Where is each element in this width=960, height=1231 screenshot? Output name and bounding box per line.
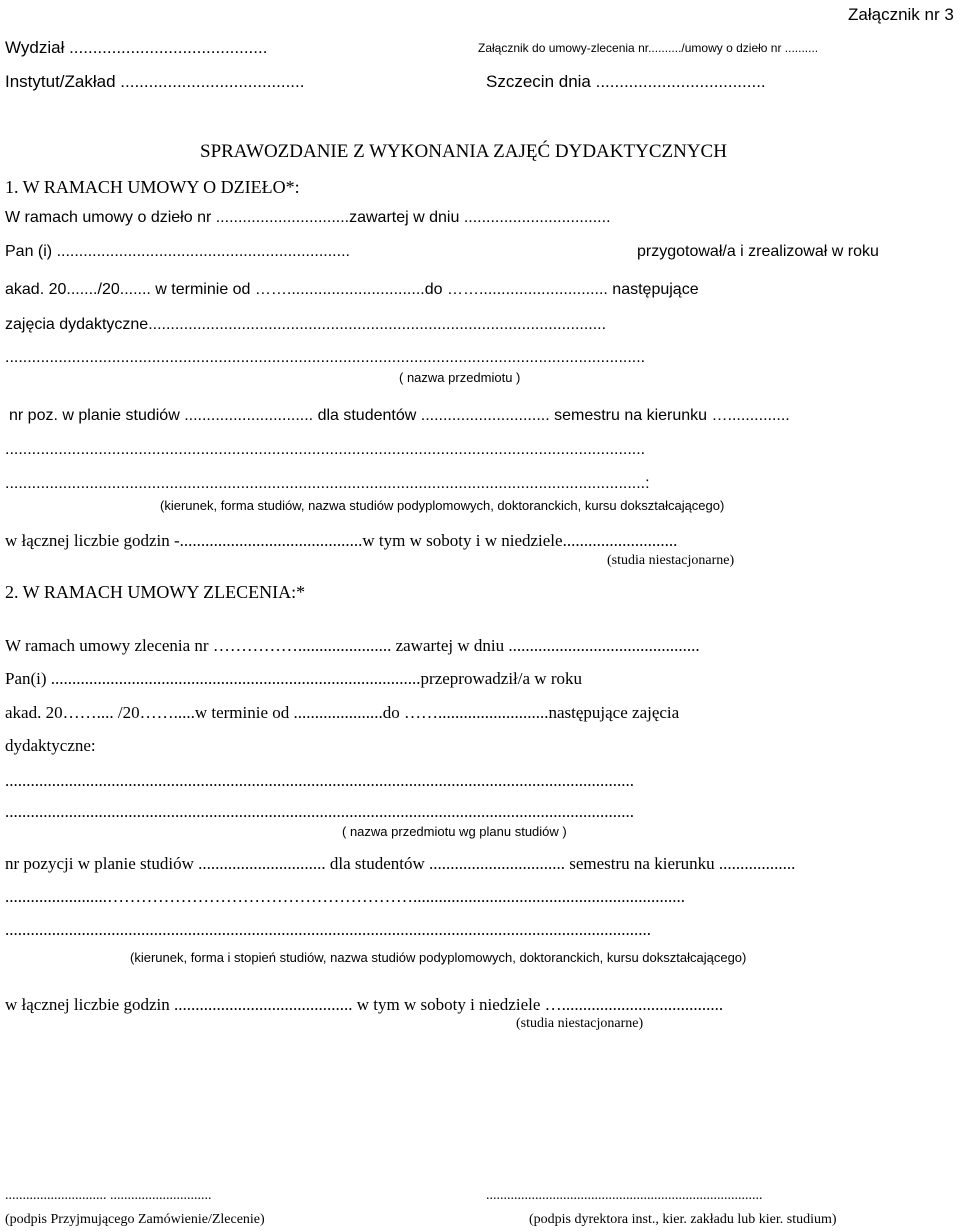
contract-reference: Załącznik do umowy-zlecenia nr........../umowy o dzieło nr .......... [478,41,819,55]
section2-classes-label: dydaktyczne: [5,736,96,755]
document-title: SPRAWOZDANIE Z WYKONANIA ZAJĘĆ DYDAKTYCZNYCH [200,141,727,162]
wydzial-field: Wydział .......................................... [5,38,268,57]
section2-term-line: akad. 20…….... /20…….....w terminie od .....................do ……..........................następujące zajęcia [5,703,680,722]
section2-direction-dots-2: ........................................................................................................................................................ [5,920,651,939]
section2-subject-dots-1: .................................................................................................................................................... [5,771,634,790]
section2-direction-caption: (kierunek, forma i stopień studiów, nazwa studiów podyplomowych, doktoranckich, kursu dokształcającego) [130,950,747,965]
section2-heading: 2. W RAMACH UMOWY ZLECENIA:* [5,582,306,602]
section2-subject-caption: ( nazwa przedmiotu wg planu studiów ) [342,824,567,839]
section1-subject-dots: ................................................................................................................................................ [5,349,646,366]
section1-direction-dots-1: ................................................................................................................................................ [5,441,646,458]
section1-direction-dots-2: ................................................................................................................................................: [5,475,650,492]
section2-hours-caption: (studia niestacjonarne) [516,1016,644,1031]
section1-contract-line: W ramach umowy o dzieło nr ..............................zawartej w dniu ................................. [5,209,611,226]
signature-left-line: ............................. ............................. [5,1188,212,1203]
section2-person-line: Pan(i) .......................................................................................przeprowadził/a w roku [5,669,582,688]
signature-right-caption: (podpis dyrektora inst., kier. zakładu lub kier. studium) [529,1212,837,1227]
city-date-field: Szczecin dnia .................................... [486,72,766,91]
instytut-field: Instytut/Zakład ....................................... [5,72,305,91]
section1-hours-line: w łącznej liczbie godzin -...........................................w tym w soboty i w niedziele........................... [5,531,678,550]
section2-subject-dots-2: .................................................................................................................................................... [5,802,634,821]
section2-hours-line: w łącznej liczbie godzin .......................................... w tym w soboty i niedziele …...................................... [5,995,724,1014]
section1-prepared-text: przygotował/a i zrealizował w roku [637,243,879,260]
section1-term-line: akad. 20......./20....... w terminie od ……...............................do ……............................. następujące [5,281,699,298]
section1-person-line: Pan (i) .................................................................. [5,243,350,260]
section1-hours-caption: (studia niestacjonarne) [607,553,735,568]
section2-plan-line: nr pozycji w planie studiów .............................. dla studentów ................................ semestru na kierunku .................. [5,854,796,873]
signature-right-line: ............................................................................... [486,1188,763,1203]
section2-direction-dots-1: ........................………………………………………………................................................................ [5,887,685,906]
section2-contract-line: W ramach umowy zlecenia nr ……………...................... zawartej w dniu ............................................. [5,636,700,655]
section1-subject-caption: ( nazwa przedmiotu ) [399,370,521,385]
signature-left-caption: (podpis Przyjmującego Zamówienie/Zlecenie) [5,1212,265,1227]
attachment-number: Załącznik nr 3 [848,5,954,24]
section1-plan-line: nr poz. w planie studiów ............................. dla studentów ............................. semestru na kierunku ….............. [9,407,790,424]
section1-direction-caption: (kierunek, forma studiów, nazwa studiów podyplomowych, doktoranckich, kursu dokształcającego) [160,498,725,513]
section1-classes-line: zajęcia dydaktyczne....................................................................................................... [5,316,607,333]
section1-heading: 1. W RAMACH UMOWY O DZIEŁO*: [5,177,300,197]
